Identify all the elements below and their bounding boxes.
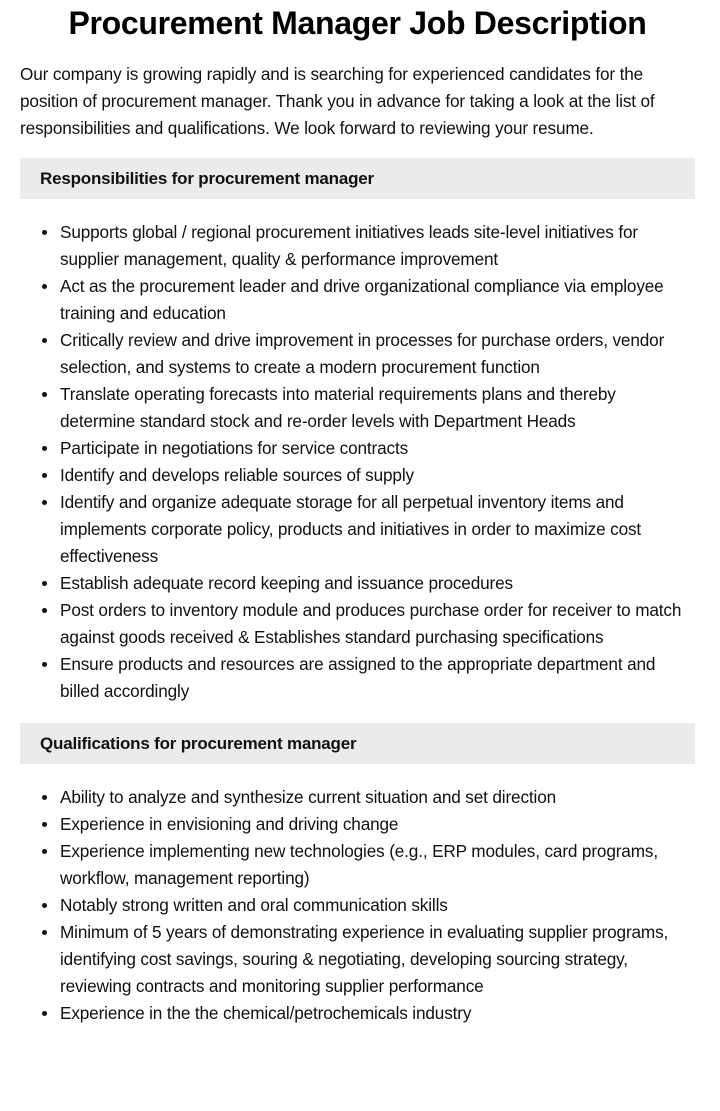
list-item: Experience in the the chemical/petrochemicals industry bbox=[60, 1000, 695, 1027]
list-item: Act as the procurement leader and drive organizational compliance via employee training and education bbox=[60, 273, 695, 327]
list-item: Notably strong written and oral communication skills bbox=[60, 892, 695, 919]
list-item: Establish adequate record keeping and issuance procedures bbox=[60, 570, 695, 597]
qualifications-heading-text: Qualifications for procurement manager bbox=[40, 733, 357, 753]
list-item: Critically review and drive improvement in processes for purchase orders, vendor selection, and systems to create a modern procurement function bbox=[60, 327, 695, 381]
responsibilities-heading-text: Responsibilities for procurement manager bbox=[40, 168, 374, 188]
list-item: Post orders to inventory module and produces purchase order for receiver to match against goods received & Establishes standard purchasing specifications bbox=[60, 597, 695, 651]
list-item: Experience in envisioning and driving change bbox=[60, 811, 695, 838]
responsibilities-list bbox=[20, 219, 695, 705]
list-item: Minimum of 5 years of demonstrating experience in evaluating supplier programs, identifying cost savings, souring & negotiating, developing sourcing strategy, reviewing contracts and monitoring supplier performance bbox=[60, 919, 695, 1000]
list-item: Ability to analyze and synthesize current situation and set direction bbox=[60, 784, 695, 811]
list-item: Translate operating forecasts into material requirements plans and thereby determine standard stock and re-order levels with Department Heads bbox=[60, 381, 695, 435]
list-item: Identify and develops reliable sources of supply bbox=[60, 462, 695, 489]
intro-paragraph: Our company is growing rapidly and is searching for experienced candidates for the position of procurement manager. Thank you in advance for taking a look at the list of responsibilities and qualifications. We look forward to reviewing your resume. bbox=[20, 64, 655, 138]
qualifications-heading bbox=[20, 723, 695, 764]
list-item: Ensure products and resources are assigned to the appropriate department and billed accordingly bbox=[60, 651, 695, 705]
list-item: Identify and organize adequate storage for all perpetual inventory items and implements corporate policy, products and initiatives in order to maximize cost effectiveness bbox=[60, 489, 695, 570]
page-title: Procurement Manager Job Description bbox=[68, 5, 647, 41]
list-item: Experience implementing new technologies (e.g., ERP modules, card programs, workflow, management reporting) bbox=[60, 838, 695, 892]
qualifications-list bbox=[20, 784, 695, 1027]
list-item: Supports global / regional procurement initiatives leads site-level initiatives for supplier management, quality & performance improvement bbox=[60, 219, 695, 273]
responsibilities-heading bbox=[20, 158, 695, 199]
list-item: Participate in negotiations for service contracts bbox=[60, 435, 695, 462]
